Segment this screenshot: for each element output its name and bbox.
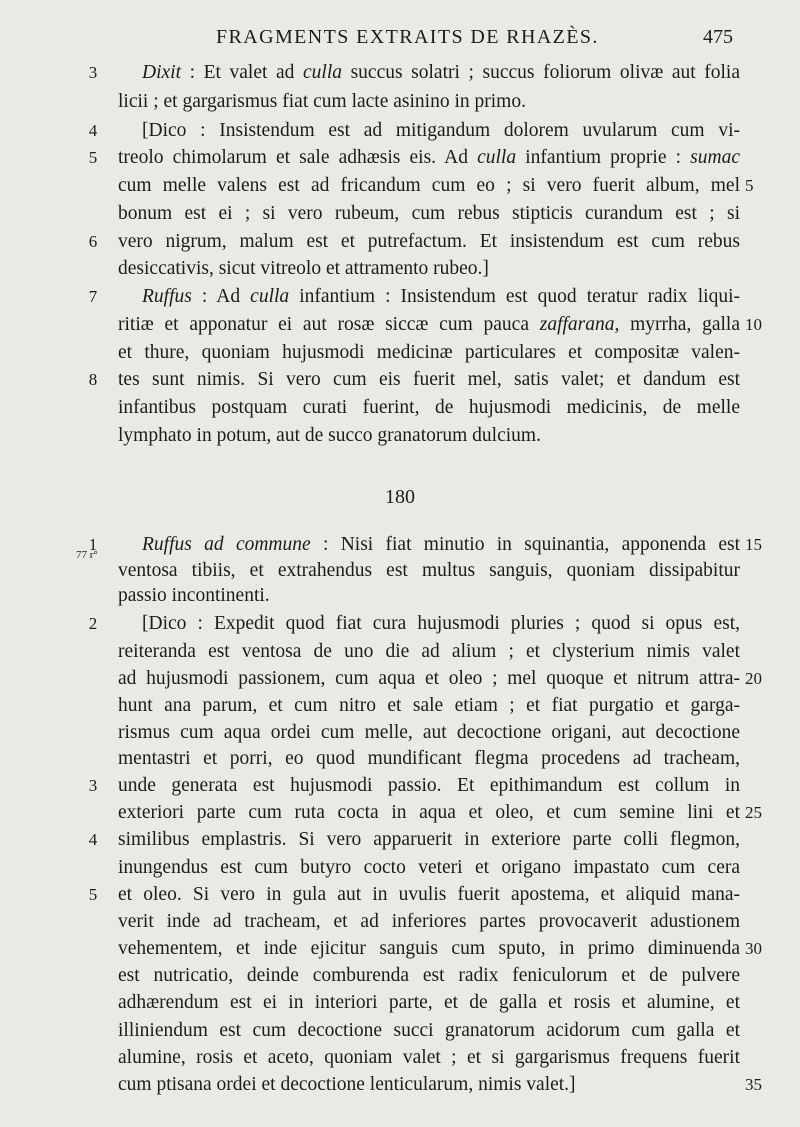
paragraph-number: 5 [88,885,98,904]
text-line [118,89,740,115]
text-line [118,963,740,989]
text-run: vero nigrum, malum est et putrefactum. Et insistendum est cum rebus [118,231,740,252]
page-number: 475 [703,26,733,48]
text-run: reiteranda est ventosa de uno die ad alium ; et clysterium nimis valet [118,641,740,662]
italic-text: culla [303,62,342,83]
text-run: infantium : Insistendum est quod teratur radix liqui- [289,286,740,307]
text-line [118,800,740,826]
line-number: 5 [745,176,754,195]
text-line [118,312,740,338]
text-run: mentastri et porri, eo quod mundificant flegma procedens ad tracheam, [118,748,740,769]
text-line [118,583,740,609]
paragraph-number: 1 [88,535,98,554]
italic-text: culla [250,286,290,307]
text-line [118,256,740,282]
line-number: 30 [745,939,762,958]
text-line [118,882,740,908]
text-run: infantibus postquam curati fuerint, de hujusmodi medicinis, de melle [118,397,740,418]
text-run: infantium proprie : [516,147,691,168]
text-run: succus solatri ; succus foliorum olivæ aut folia [342,62,740,83]
text-line [118,1072,740,1098]
text-run: ad hujusmodi passionem, cum aqua et oleo ; mel quoque et nitrum attra- [118,668,740,689]
text-run: illiniendum est cum decoctione succi granatorum acidorum cum galla et [118,1020,740,1041]
text-run: lymphato in potum, aut de succo granatorum dulcium. [118,425,541,446]
paragraph-number: 5 [88,148,98,167]
text-line [118,666,740,692]
text-line [118,720,740,746]
paragraph-number: 2 [88,614,98,633]
text-run: ritiæ et apponatur ei aut rosæ siccæ cum pauca [118,314,540,335]
text-run: hunt ana parum, et cum nitro et sale etiam ; et fiat purgatio et garga- [118,695,740,716]
text-line [118,1045,740,1071]
italic-text: Ruffus [142,286,192,307]
line-number: 35 [745,1075,762,1094]
text-line [118,367,740,393]
paragraph-number: 8 [88,370,98,389]
italic-text: zaffarana, [539,314,620,335]
text-line [118,693,740,719]
text-line [118,855,740,881]
text-line [118,1018,740,1044]
text-run: cum melle valens est ad fricandum cum eo ; si vero fuerit album, mel [118,175,740,196]
text-line [118,773,740,799]
text-line [118,746,740,772]
text-run: ventosa tibiis, et extrahendus est multus sanguis, quoniam dissipabitur [118,560,740,581]
folio-note: 77 r° [76,549,98,561]
text-run: exteriori parte cum ruta cocta in aqua et oleo, et cum semine lini et [118,802,740,823]
text-run: desiccativis, sicut vitreolo et attramento rubeo.] [118,258,489,279]
text-line [118,201,740,227]
line-number: 25 [745,803,762,822]
text-run: alumine, rosis et aceto, quoniam valet ; et si gargarismus frequens fuerit [118,1047,740,1068]
text-run: treolo chimolarum et sale adhæsis eis. Ad [118,147,478,168]
text-line [118,936,740,962]
text-run: et oleo. Si vero in gula aut in uvulis fuerit apostema, et aliquid mana- [118,884,740,905]
text-run: passio incontinenti. [118,585,270,606]
text-run: [Dico : Insistendum est ad mitigandum dolorem uvularum cum vi- [142,120,740,141]
text-line [118,990,740,1016]
text-line [118,558,740,584]
paragraph-number: 3 [88,63,98,82]
text-run: tes sunt nimis. Si vero cum eis fuerit mel, satis valet; et dandum est [118,369,740,390]
text-run: [Dico : Expedit quod fiat cura hujusmodi pluries ; quod si opus est, [142,613,740,634]
text-run: bonum est ei ; si vero rubeum, cum rebus stipticis curandum est ; si [118,203,740,224]
text-run: : Ad [191,286,251,307]
italic-text: Dixit [142,62,181,83]
text-run: cum ptisana ordei et decoctione lenticularum, nimis valet.] [118,1074,576,1095]
text-line [142,532,740,558]
line-number: 15 [745,535,762,554]
text-run: unde generata est hujusmodi passio. Et epithimandum est collum in [118,775,740,796]
text-run: est nutricatio, deinde comburenda est radix feniculorum et de pulvere [118,965,740,986]
text-line [118,423,740,449]
text-line [142,284,740,310]
text-run: myrrha, galla [619,314,740,335]
text-run: similibus emplastris. Si vero apparuerit in exteriore parte colli flegmon, [118,829,740,850]
text-line [118,639,740,665]
section-heading: 180 [385,486,415,508]
paragraph-number: 6 [88,232,98,251]
text-run: verit inde ad tracheam, et ad inferiores partes provocaverit adustionem [118,911,740,932]
running-title: FRAGMENTS EXTRAITS DE RHAZÈS. [216,26,599,48]
text-run: : Nisi fiat minutio in squinantia, apponenda est [310,534,740,555]
text-line [118,229,740,255]
italic-text: sumac [690,147,740,168]
italic-text: culla [477,147,517,168]
text-line [118,827,740,853]
text-run: vehementem, et inde ejicitur sanguis cum sputo, in primo diminuenda [118,938,740,959]
text-run: adhærendum est ei in interiori parte, et de galla et rosis et alumine, et [118,992,740,1013]
text-run: licii ; et gargarismus fiat cum lacte asinino in primo. [118,91,526,112]
italic-text: Ruffus ad commune [142,534,311,555]
running-head [0,26,800,54]
paragraph-number: 4 [88,121,98,140]
text-line [118,173,740,199]
paragraph-number: 4 [88,830,98,849]
text-run: et thure, quoniam hujusmodi medicinæ particulares et compositæ valen- [118,342,740,363]
text-line [118,909,740,935]
text-run: : Et valet ad [181,62,303,83]
paragraph-number: 7 [88,287,98,306]
line-number: 10 [745,315,762,334]
text-line [118,340,740,366]
paragraph-number: 3 [88,776,98,795]
text-line [142,611,740,637]
text-run: inungendus est cum butyro cocto veteri et origano impastato cum cera [118,857,740,878]
text-line [118,395,740,421]
text-line [142,118,740,144]
text-line [118,145,740,171]
line-number: 20 [745,669,762,688]
text-line [142,60,740,86]
text-run: rismus cum aqua ordei cum melle, aut decoctione origani, aut decoctione [118,722,740,743]
